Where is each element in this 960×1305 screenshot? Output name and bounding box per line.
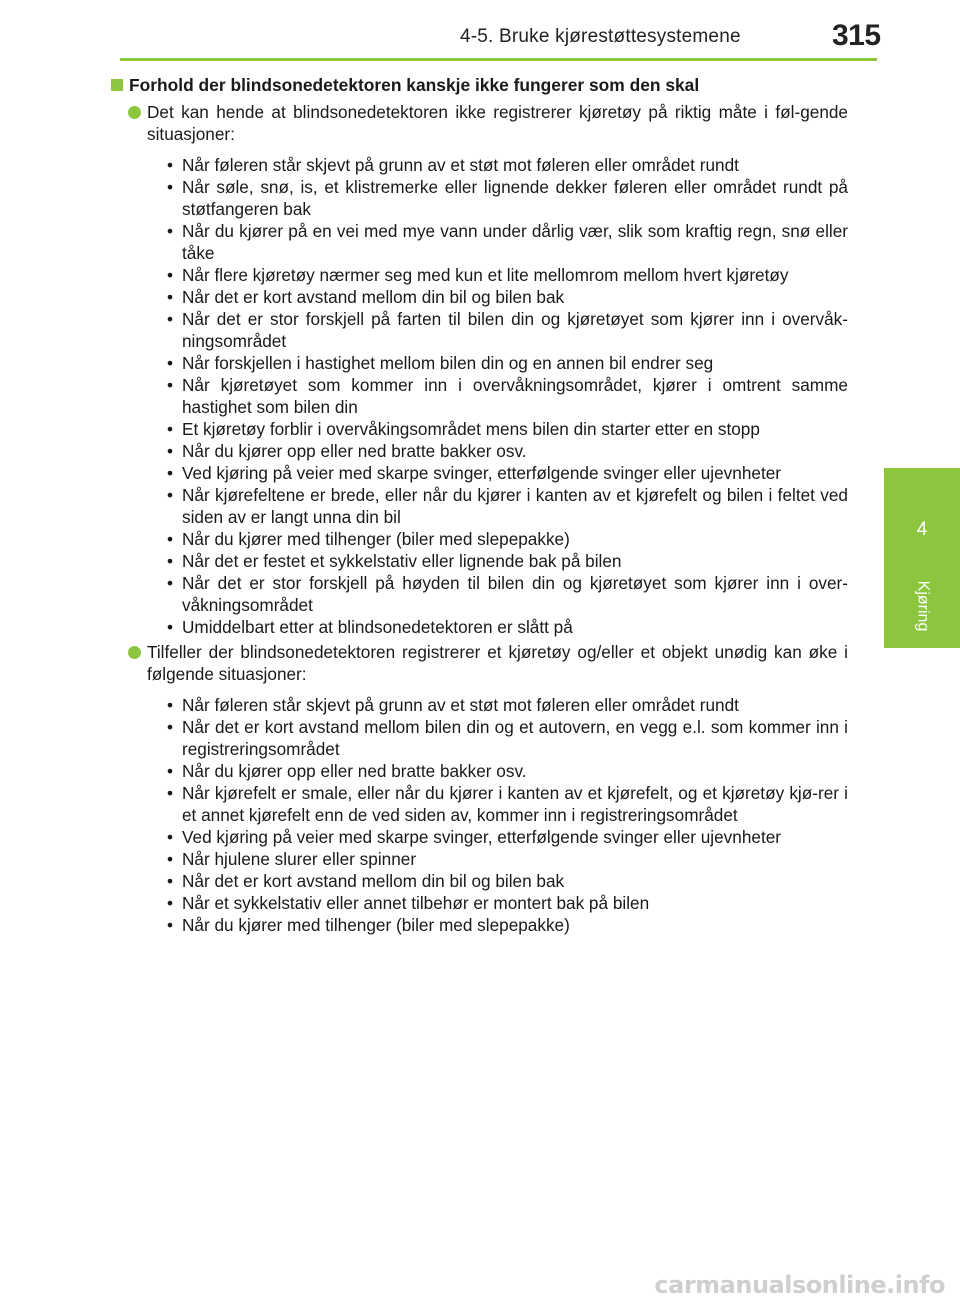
situation-list [108,694,848,936]
situation-list [108,154,848,638]
section-title: 4-5. Bruke kjørestøttesystemene [460,26,741,47]
list-item: • Når det er stor forskjell på høyden til bilen din og kjøretøyet som kjører inn i over-våkningsområdet [166,572,848,616]
green-dot-bullet-icon [128,106,141,119]
condition-intro [108,101,848,145]
list-item: • Når du kjører på en vei med mye vann under dårlig vær, slik som kraftig regn, snø eller tåke [166,220,848,264]
list-item: • Når kjøretøyet som kommer inn i overvåkningsområdet, kjører i omtrent samme hastighet som bilen din [166,374,848,418]
list-item: • Når du kjører opp eller ned bratte bakker osv. [166,440,848,462]
section-heading [108,74,848,96]
chapter-label: Kjøring [914,580,931,632]
list-item: • Ved kjøring på veier med skarpe svinger, etterfølgende svinger eller ujevnheter [166,462,848,484]
chapter-label-wrapper [884,580,960,643]
list-item: • Når flere kjøretøy nærmer seg med kun et lite mellomrom mellom hvert kjøretøy [166,264,848,286]
list-item: • Et kjøretøy forblir i overvåkingsområdet mens bilen din starter etter en stopp [166,418,848,440]
condition-block [108,101,848,638]
list-item: • Umiddelbart etter at blindsonedetektoren er slått på [166,616,848,638]
list-item: • Når forskjellen i hastighet mellom bilen din og en annen bil endrer seg [166,352,848,374]
list-item: • Når det er kort avstand mellom bilen din og et autovern, en vegg e.l. som kommer inn i registreringsområdet [166,716,848,760]
list-item: • Når det er festet et sykkelstativ eller lignende bak på bilen [166,550,848,572]
condition-intro [108,641,848,685]
list-item: • Når det er stor forskjell på farten til bilen din og kjøretøyet som kjører inn i overvåk-ningsområdet [166,308,848,352]
list-item: • Når hjulene slurer eller spinner [166,848,848,870]
manual-content [108,74,848,936]
watermark: carmanualsonline.info [654,1271,945,1299]
page-number: 315 [832,19,881,52]
list-item: • Når kjørefelt er smale, eller når du kjører i kanten av et kjørefelt, og et kjøretøy kjø-rer i et annet kjørefelt enn de ved siden av, kommer inn i registreringsområdet [166,782,848,826]
list-item: • Når du kjører opp eller ned bratte bakker osv. [166,760,848,782]
list-item: • Når det er kort avstand mellom din bil og bilen bak [166,870,848,892]
condition-text: Det kan hende at blindsonedetektoren ikke registrerer kjøretøy på riktig måte i føl-gende situasjoner: [147,102,848,144]
list-item: • Når det er kort avstand mellom din bil og bilen bak [166,286,848,308]
green-dot-bullet-icon [128,646,141,659]
green-square-bullet-icon [111,79,123,91]
list-item: • Når du kjører med tilhenger (biler med slepepakke) [166,914,848,936]
list-item: • Når føleren står skjevt på grunn av et støt mot føleren eller området rundt [166,694,848,716]
list-item: • Når et sykkelstativ eller annet tilbehør er montert bak på bilen [166,892,848,914]
list-item: • Når føleren står skjevt på grunn av et støt mot føleren eller området rundt [166,154,848,176]
list-item: • Når du kjører med tilhenger (biler med slepepakke) [166,528,848,550]
list-item: • Når søle, snø, is, et klistremerke eller lignende dekker føleren eller området rundt på støtfangeren bak [166,176,848,220]
chapter-number: 4 [916,519,928,540]
condition-block [108,641,848,936]
section-heading-text: Forhold der blindsonedetektoren kanskje ikke fungerer som den skal [129,75,700,95]
header-divider [120,58,877,61]
list-item: • Når kjørefeltene er brede, eller når du kjører i kanten av et kjørefelt og bilen i feltet ved siden av er langt unna din bil [166,484,848,528]
list-item: • Ved kjøring på veier med skarpe svinger, etterfølgende svinger eller ujevnheter [166,826,848,848]
condition-text: Tilfeller der blindsonedetektoren registrerer et kjøretøy og/eller et objekt unødig kan øke i følgende situasjoner: [147,642,848,684]
